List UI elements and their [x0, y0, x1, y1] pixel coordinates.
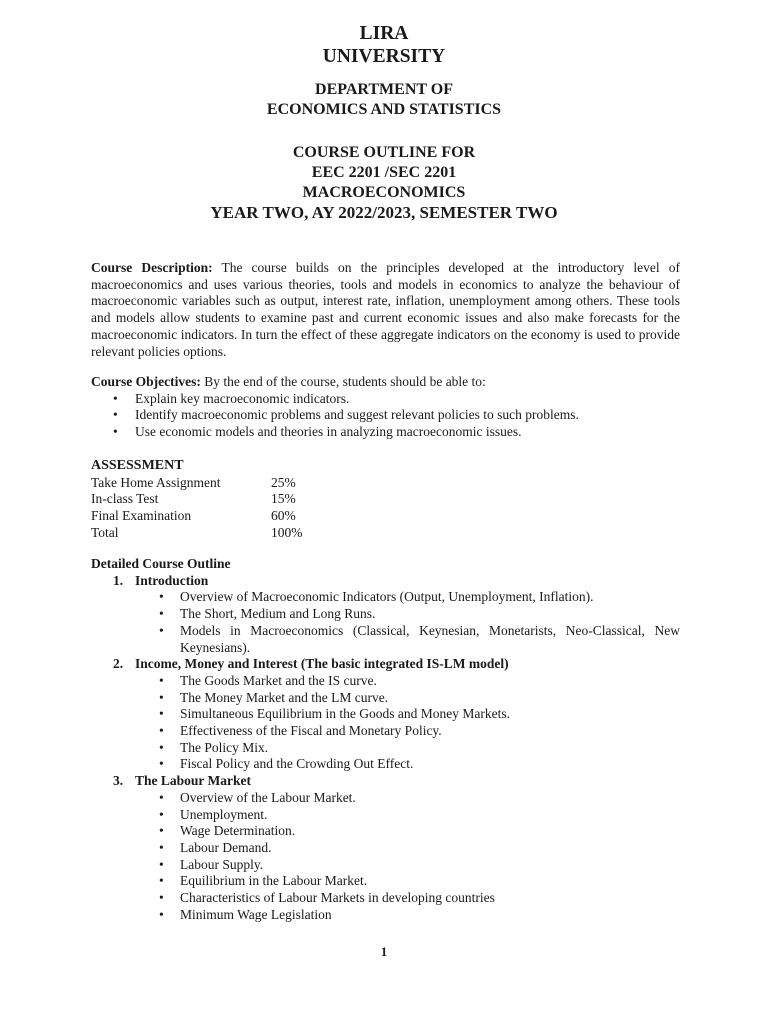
university-name: [0, 22, 768, 68]
topic-item: • Labour Supply.: [91, 857, 680, 874]
topic-item: • Unemployment.: [91, 807, 680, 824]
topic-item: • The Policy Mix.: [91, 740, 680, 757]
assessment-item: Total: [91, 524, 119, 540]
assessment-weight: 25%: [271, 474, 296, 490]
course-description-label: Course Description:: [91, 260, 213, 275]
assessment-weight: 15%: [271, 491, 296, 507]
outline-section-title: [91, 773, 680, 790]
course-line-3: MACROECONOMICS: [302, 184, 466, 201]
university-line-2: UNIVERSITY: [322, 46, 446, 67]
page-number: 1: [380, 944, 388, 959]
course-objectives-label: Course Objectives:: [91, 374, 201, 389]
course-objectives-intro-line: [91, 374, 680, 391]
detailed-course-outline: [91, 556, 680, 923]
assessment-weight: 60%: [271, 508, 296, 524]
section-topic-list: [91, 790, 680, 924]
assessment-heading: ASSESSMENT: [91, 458, 184, 473]
topic-item: • The Short, Medium and Long Runs.: [91, 606, 680, 623]
outline-section-title: [91, 656, 680, 673]
outline-heading: Detailed Course Outline: [91, 556, 231, 571]
course-objectives-intro: By the end of the course, students should be able to:: [204, 374, 486, 389]
topic-item: • Overview of Macroeconomic Indicators (Output, Unemployment, Inflation).: [91, 589, 680, 606]
assessment-row: [91, 508, 680, 525]
section-number: 2.: [113, 656, 124, 672]
section-title: Income, Money and Interest (The basic integrated IS-LM model): [135, 656, 509, 672]
topic-item: • Models in Macroeconomics (Classical, Keynesian, Monetarists, Neo-Classical, New Keynesians).: [91, 623, 680, 656]
topic-item: • The Goods Market and the IS curve.: [91, 673, 680, 690]
assessment-row: [91, 525, 680, 542]
assessment-row: [91, 491, 680, 508]
assessment-item: In-class Test: [91, 491, 159, 507]
course-line-4: YEAR TWO, AY 2022/2023, SEMESTER TWO: [210, 203, 558, 222]
course-line-1: COURSE OUTLINE FOR: [292, 144, 476, 161]
topic-item: • Labour Demand.: [91, 840, 680, 857]
topic-item: • Equilibrium in the Labour Market.: [91, 873, 680, 890]
assessment-row: [91, 475, 680, 492]
objective-item: • Identify macroeconomic problems and suggest relevant policies to such problems.: [91, 407, 680, 424]
department-line-1: DEPARTMENT OF: [315, 81, 453, 98]
course-line-2: EEC 2201 /SEC 2201: [311, 164, 457, 181]
topic-item: • Effectiveness of the Fiscal and Monetary Policy.: [91, 723, 680, 740]
section-topic-list: [91, 673, 680, 773]
section-number: 3.: [113, 773, 124, 789]
course-description: [91, 260, 680, 360]
section-number: 1.: [113, 572, 124, 588]
assessment-item: Take Home Assignment: [91, 474, 221, 490]
objective-item: • Explain key macroeconomic indicators.: [91, 391, 680, 408]
topic-item: • Simultaneous Equilibrium in the Goods and Money Markets.: [91, 706, 680, 723]
objective-item: • Use economic models and theories in analyzing macroeconomic issues.: [91, 424, 680, 441]
course-description-text: The course builds on the principles developed at the introductory level of macroeconomics and uses various theories, tools and models in economics to analyze the behaviour of macroeconomic variables such as output, interest rate, inflation, unemployment among others. These tools and models allow students to examine past and current economic issues and also make forecasts for the macroeconomic indicators. In turn the effect of these aggregate indicators on the economy is used to provide relevant policies options.: [91, 260, 681, 359]
course-title-block: [0, 143, 768, 223]
university-line-1: LIRA: [359, 23, 409, 44]
topic-item: • Overview of the Labour Market.: [91, 790, 680, 807]
topic-item: • Characteristics of Labour Markets in developing countries: [91, 890, 680, 907]
topic-item: • Minimum Wage Legislation: [91, 907, 680, 924]
department-name: [0, 80, 768, 120]
topic-item: • Fiscal Policy and the Crowding Out Effect.: [91, 756, 680, 773]
course-objectives: [91, 374, 680, 441]
section-title: Introduction: [135, 572, 209, 588]
department-line-2: ECONOMICS AND STATISTICS: [266, 101, 502, 118]
assessment-item: Final Examination: [91, 508, 192, 524]
section-title: The Labour Market: [135, 773, 252, 789]
assessment-weight: 100%: [271, 524, 303, 540]
topic-item: • Wage Determination.: [91, 823, 680, 840]
objectives-list: [91, 391, 680, 441]
outline-section-title: [91, 573, 680, 590]
section-topic-list: [91, 589, 680, 656]
topic-item: • The Money Market and the LM curve.: [91, 690, 680, 707]
assessment-section: [91, 458, 680, 542]
